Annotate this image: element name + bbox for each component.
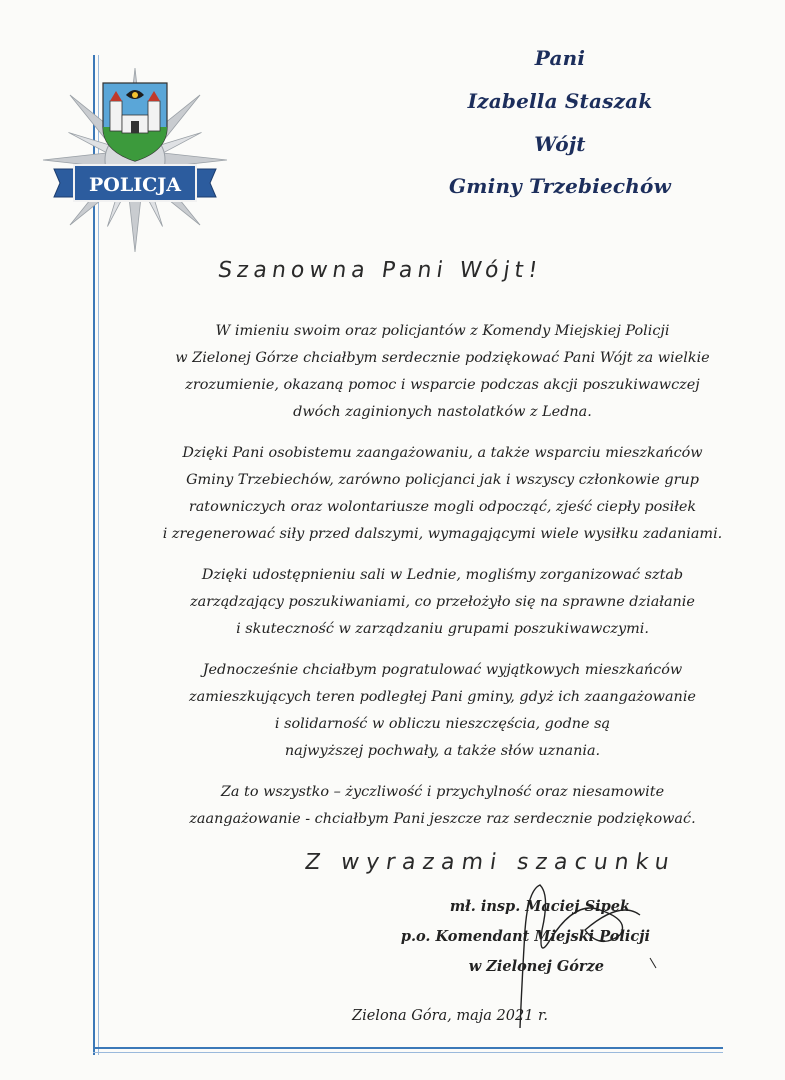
text-line: zrozumienie, okazaną pomoc i wsparcie podczas akcji poszukiwawczej (185, 377, 700, 393)
text-line: Dzięki Pani osobistemu zaangażowaniu, a także wsparciu mieszkańców (182, 445, 703, 461)
paragraph-2 (150, 440, 735, 548)
signatory-title: p.o. Komendant Miejski Policji (400, 928, 650, 945)
handwritten-closing: Z wyrazami szacunku (303, 850, 678, 875)
handwritten-salutation: Szanowna Pani Wójt! (216, 258, 544, 283)
coat-of-arms-shield (103, 83, 167, 161)
text-line: W imieniu swoim oraz policjantów z Komendy Miejskiej Policji (215, 323, 670, 339)
policja-badge-logo (40, 65, 230, 255)
text-line: w Zielonej Górze chciałbym serdecznie podziękować Pani Wójt za wielkie (175, 350, 710, 366)
text-line: dwóch zaginionych nastolatków z Ledna. (293, 404, 592, 420)
recipient-line-1: Pani (534, 46, 586, 70)
text-line: i zregenerować siły przed dalszymi, wymagającymi wiele wysiłku zadaniami. (162, 526, 723, 542)
text-line: Gminy Trzebiechów, zarówno policjanci jak i wszyscy członkowie grup (186, 472, 699, 488)
text-line: zarządzający poszukiwaniami, co przełożyło się na sprawne działanie (190, 594, 695, 610)
paragraph-5 (150, 779, 735, 833)
paragraph-4 (150, 657, 735, 765)
text-line: najwyższej pochwały, a także słów uznania. (284, 743, 601, 759)
bottom-border-line (93, 1047, 723, 1049)
signatory-location: w Zielonej Górze (468, 958, 604, 975)
paragraph-1 (150, 318, 735, 426)
paragraph-3 (150, 562, 735, 643)
recipient-municipality: Gminy Trzebiechów (449, 174, 671, 198)
text-line: i skuteczność w zarządzaniu grupami poszukiwawczymi. (236, 621, 649, 637)
place-and-date: Zielona Góra, maja 2021 r. (352, 1008, 548, 1024)
text-line: Dzięki udostępnieniu sali w Lednie, mogliśmy zorganizować sztab (201, 567, 684, 583)
bottom-border-line-thin (93, 1052, 723, 1053)
recipient-title: Wójt (534, 132, 586, 156)
badge-label: POLICJA (89, 174, 181, 196)
text-line: ratowniczych oraz wolontariusze mogli odpocząć, zjeść ciepły posiłek (188, 499, 697, 515)
handwritten-signature (480, 870, 670, 1030)
text-line: Jednocześnie chciałbym pogratulować wyjątkowych mieszkańców (202, 662, 683, 678)
recipient-name: Izabella Staszak (467, 89, 653, 113)
text-line: zamieszkujących teren podległej Pani gminy, gdyż ich zaangażowanie (189, 689, 696, 705)
letter-body (150, 318, 735, 847)
signatory-name: mł. insp. Maciej Sipek (449, 898, 630, 915)
text-line: Za to wszystko – życzliwość i przychylność oraz niesamowite (220, 784, 665, 800)
text-line: zaangażowanie - chciałbym Pani jeszcze raz serdecznie podziękować. (189, 811, 696, 827)
text-line: i solidarność w obliczu nieszczęścia, godne są (274, 716, 611, 732)
